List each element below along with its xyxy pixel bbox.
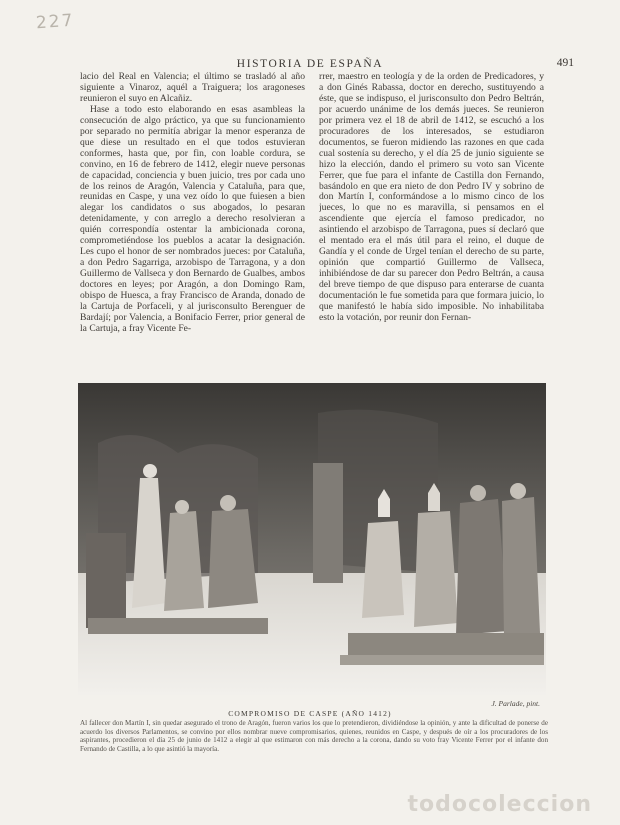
bishop-figure bbox=[362, 521, 404, 618]
pillar bbox=[313, 463, 343, 583]
seated-judge bbox=[502, 497, 540, 637]
dais-right-step bbox=[340, 655, 544, 665]
text-column-left bbox=[80, 72, 305, 372]
paragraph: Hase a todo esto elaborando en esas asambleas la consecución de algo práctico, ya que su funcionamiento por separado no permitía abrigar la menor esperanza de que diese un resultado en el que todos estuvieran conformes, hasta que, por fin, con loable cordura, se convino, en 16 de febrero de 1412, elegir nueve personas de capacidad, conciencia y buen juicio, tres por cada uno de los reinos de Aragón, Valencia y Cataluña, para que, reunidas en Caspe, y una vez oído lo que fuiesen a bien alegar los candidatos o sus abogados, lo pesaran detenidamente, y con arreglo a derecho resolvieran a quién correspondía ostentar la ambicionada corona, comprometiéndose los pueblos a acatar la designación. Les cupo el honor de ser nombrados jueces: por Cataluña, a don Pedro Sagarriga, arzobispo de Tarragona, y a don Guillermo de Vallseca y don Bernardo de Gualbes, ambos doctores en leyes; por Aragón, a don Domingo Ram, obispo de Huesca, a fray Francisco de Aranda, donado de la Cartuja de Porfaceli, y al jurisconsulto Berenguer de Bardají; por Valencia, a Bonifacio Ferrer, prior general de la Cartuja, a fray Vicente Fe- bbox=[80, 103, 305, 334]
throne-left bbox=[86, 533, 126, 628]
dais-right bbox=[348, 633, 544, 655]
seated-judge-head bbox=[175, 500, 189, 514]
illustration-caption-title: COMPROMISO DE CASPE (AÑO 1412) bbox=[228, 709, 392, 718]
paragraph: lacio del Real en Valencia; el último se trasladó al año siguiente a Vinaroz, aquél a Traiguera; los aragoneses reunieron el suyo en Alcañiz. bbox=[80, 72, 305, 104]
page-number: 491 bbox=[556, 57, 574, 69]
illustration-caption-text: Al fallecer don Martín I, sin quedar asegurado el trono de Aragón, fueron varios los que lo pretendieron, dividiéndose la opinión, y ante la dificultad de ponerse de acuerdo los diversos Parlamentos, se convino por ellos nombrar nueve compromisarios, quienes, reunidos en Caspe, y después de oír a los procuradores de los aspirantes, procedieron el día 25 de junio de 1412 a elegir al que estimaron con más derecho a la corona, dando su voto fray Vicente Ferrer por el infante don Fernando de Castilla, a lo que asintió la mayoría. bbox=[80, 719, 548, 753]
handwritten-page-mark: 227 bbox=[35, 10, 76, 34]
watermark-logo: todocoleccion bbox=[407, 792, 592, 817]
seated-judge-head bbox=[470, 485, 486, 501]
dais-left bbox=[88, 618, 268, 634]
painting-illustration bbox=[78, 383, 546, 695]
seated-judge-head bbox=[510, 483, 526, 499]
seated-judge-head bbox=[220, 495, 236, 511]
text-column-right bbox=[319, 72, 544, 372]
paragraph: rrer, maestro en teología y de la orden de Predicadores, y a don Ginés Rabassa, doctor en derecho, sustituyendo a éste, que se indispuso, el jurisconsulto don Pedro Beltrán, por acuerdo unánime de los demás jueces. Se reunieron por primera vez el 18 de abril de 1412, se escuchó a los procuradores de los interesados, se estudiaron documentos, se fueron midiendo las razones en que cada cual sostenía su derecho, y el día 25 de junio siguiente se hizo la elección, dando el primero su voto san Vicente Ferrer, que fue para el infante de Castilla don Fernando, basándolo en que era nieto de don Pedro IV y sobrino de don Martín I, conformándose a lo mismo cinco de los jueces, lo que no es maravilla, si pensamos en el ascendiente que ejercía el famoso predicador, no asintiendo el arzobispo de Tarragona, pues sí declaró que el mentado era el más útil para el reino, el duque de Gandía y el conde de Urgel tenían el derecho de su parte, opinión que compartió Guillermo de Vallseca, inhibiéndose de dar su parecer don Pedro Beltrán, a causa del breve tiempo de que dispuso para enterarse de cuanta documentación le fue sometida para que formara juicio, lo que manifestó le había sido imposible. No inhabilitaba esto la votación, por reunir don Fernan- bbox=[319, 72, 544, 323]
running-head: HISTORIA DE ESPAÑA bbox=[236, 58, 384, 70]
standing-figure-head bbox=[143, 464, 157, 478]
illustration-credit: J. Parlade, pint. bbox=[491, 699, 540, 708]
